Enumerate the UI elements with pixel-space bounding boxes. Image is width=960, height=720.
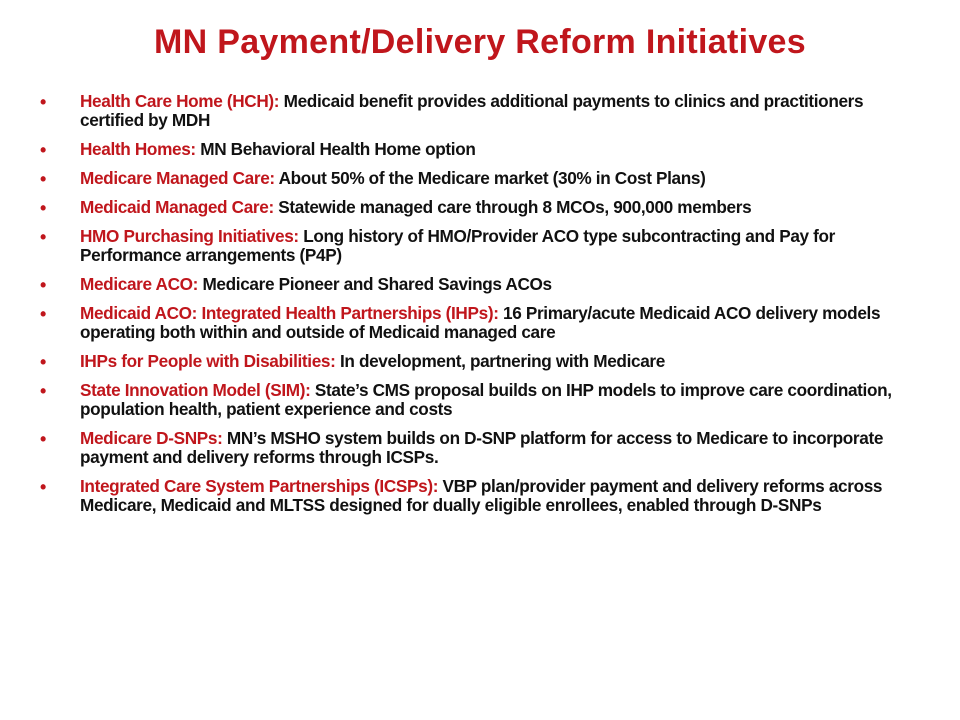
bullet-icon: •: [40, 227, 46, 247]
bullet-icon: •: [40, 352, 46, 372]
bullet-label: Integrated Care System Partnerships (ICSPs):: [80, 476, 439, 496]
bullet-label: IHPs for People with Disabilities:: [80, 351, 336, 371]
bullet-label: State Innovation Model (SIM):: [80, 380, 311, 400]
bullet-item-icsps: [40, 477, 920, 515]
bullet-text: About 50% of the Medicare market (30% in Cost Plans): [274, 168, 706, 188]
bullet-icon: •: [40, 92, 46, 112]
slide-title: MN Payment/Delivery Reform Initiatives: [154, 23, 806, 61]
bullet-label: Medicaid Managed Care:: [80, 197, 274, 217]
bullet-item-sim: [40, 381, 920, 419]
bullet-text: Statewide managed care through 8 MCOs, 900,000 members: [273, 197, 752, 217]
bullet-item-medicare-dsnps: [40, 429, 920, 467]
bullet-text: 16 Primary/acute Medicaid ACO delivery models operating both within and outside of Medicaid managed care: [80, 303, 881, 342]
bullet-label: Medicare ACO:: [80, 274, 199, 294]
bullet-label: Medicare Managed Care:: [80, 168, 275, 188]
bullet-text: Medicaid benefit provides additional payments to clinics and practitioners certified by MDH: [80, 91, 864, 130]
bullet-item-medicaid-aco: [40, 304, 920, 342]
bullet-item-medicare-managed-care: [40, 169, 920, 188]
bullet-item-hch: [40, 92, 920, 130]
bullet-text: MN’s MSHO system builds on D-SNP platform for access to Medicare to incorporate payment and delivery reforms through ICSPs.: [80, 428, 884, 467]
bullet-text: State’s CMS proposal builds on IHP models to improve care coordination, population health, patient experience and costs: [80, 380, 892, 419]
bullet-label: Health Care Home (HCH):: [80, 91, 280, 111]
bullet-label: Health Homes:: [80, 139, 196, 159]
bullet-icon: •: [40, 381, 46, 401]
bullet-item-medicaid-managed-care: [40, 198, 920, 217]
bullet-icon: •: [40, 275, 46, 295]
bullet-item-hmo-purchasing: [40, 227, 920, 265]
bullet-icon: •: [40, 169, 46, 189]
bullet-item-medicare-aco: [40, 275, 920, 294]
bullet-text: Medicare Pioneer and Shared Savings ACOs: [198, 274, 552, 294]
bullet-text: In development, partnering with Medicare: [335, 351, 665, 371]
bullet-icon: •: [40, 198, 46, 218]
bullet-label: Medicare D-SNPs:: [80, 428, 223, 448]
bullet-item-health-homes: [40, 140, 920, 159]
bullet-label: Medicaid ACO: Integrated Health Partnerships (IHPs):: [80, 303, 499, 323]
bullet-text: VBP plan/provider payment and delivery reforms across Medicare, Medicaid and MLTSS designed for dually eligible enrollees, enabled through D-SNPs: [80, 476, 883, 515]
bullet-text: MN Behavioral Health Home option: [195, 139, 476, 159]
bullet-icon: •: [40, 477, 46, 497]
bullet-item-ihps-disabilities: [40, 352, 920, 371]
bullet-label: HMO Purchasing Initiatives:: [80, 226, 299, 246]
bullet-icon: •: [40, 304, 46, 324]
bullet-icon: •: [40, 429, 46, 449]
bullet-icon: •: [40, 140, 46, 160]
bullet-list: [40, 92, 920, 525]
bullet-text: Long history of HMO/Provider ACO type subcontracting and Pay for Performance arrangements (P4P): [80, 226, 836, 265]
